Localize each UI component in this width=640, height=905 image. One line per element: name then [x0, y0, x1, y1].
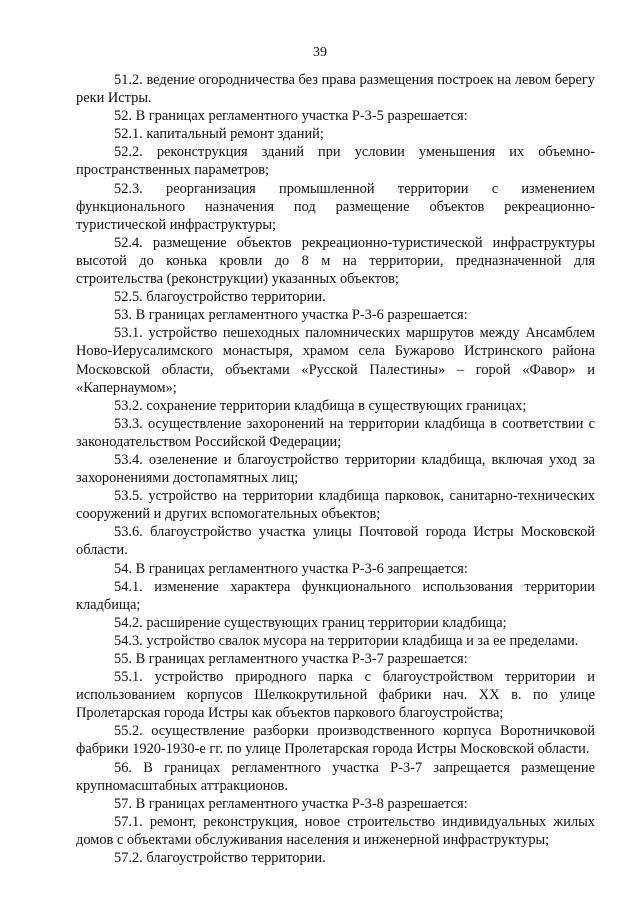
paragraph-53-2: 53.2. сохранение территории кладбища в существующих границах; — [114, 397, 527, 414]
paragraph-52-1: 52.1. капитальный ремонт зданий; — [114, 126, 324, 143]
page-number: 39 — [313, 45, 327, 60]
paragraph-55: 55. В границах регламентного участка Р-3-7 разрешается: — [114, 651, 468, 667]
paragraph-52: 52. В границах регламентного участка Р-3-5 разрешается: — [114, 108, 468, 125]
paragraph-55-2: 55.2. осуществление разборки производственного корпуса Воротничковой фабрики 1920-1930-е гг. по улице Пролетарская города Истры Московской области. — [76, 723, 595, 758]
paragraph-54-2: 54.2. расширение существующих границ территории кладбища; — [114, 614, 507, 631]
paragraph-53: 53. В границах регламентного участка Р-3-6 разрешается: — [114, 307, 468, 324]
paragraph-54-1: 54.1. изменение характера функционального использования территории кладбища; — [76, 578, 595, 613]
paragraph-52-2: 52.2. реконструкция зданий при условии уменьшения их объемно-пространственных параметров; — [76, 144, 595, 179]
paragraph-53-5: 53.5. устройство на территории кладбища парковок, санитарно-технических сооружений и других вспомогательных объектов; — [76, 488, 595, 523]
paragraph-55-1: 55.1. устройство природного парка с благоустройством территории и использованием корпусов Шелкокрутильной фабрики нач. XX в. по улице Пролетарская города Истры как объектов паркового благоустройства; — [76, 669, 595, 722]
paragraph-54: 54. В границах регламентного участка Р-3-6 запрещается: — [114, 560, 468, 577]
paragraph-52-4: 52.4. размещение объектов рекреационно-туристической инфраструктуры высотой до конька кровли до 8 м на территории, предназначенной для строительства (реконструкции) указанных объектов; — [76, 234, 595, 288]
paragraph-57-2: 57.2. благоустройство территории. — [114, 850, 326, 867]
paragraph-57: 57. В границах регламентного участка Р-3-8 разрешается: — [114, 795, 468, 812]
paragraph-53-3: 53.3. осуществление захоронений на территории кладбища в соответствии с законодательством Российской Федерации; — [76, 415, 595, 450]
paragraph-52-3: 52.3. реорганизация промышленной территории с изменением функционального назначения под размещение объектов рекреационно-туристической инфраструктуры; — [76, 180, 595, 233]
document-body — [76, 71, 595, 867]
paragraph-57-1: 57.1. ремонт, реконструкция, новое строительство индивидуальных жилых домов с объектами обслуживания населения и инженерной инфраструктуры; — [76, 813, 595, 848]
paragraph-53-1: 53.1. устройство пешеходных паломнических маршрутов между Ансамблем Ново-Иерусалимского монастыря, храмом села Бужарово Истринского района Московской области, объектами «Русской Палестины» – горой «Фавор» и «Капернаумом»; — [76, 325, 595, 396]
paragraph-53-6: 53.6. благоустройство участка улицы Почтовой города Истры Московской области. — [76, 524, 595, 559]
paragraph-51-2: 51.2. ведение огородничества без права размещения построек на левом берегу реки Истры. — [76, 72, 595, 107]
paragraph-54-3: 54.3. устройство свалок мусора на территории кладбища и за ее пределами. — [114, 632, 579, 649]
paragraph-53-4: 53.4. озеленение и благоустройство территории кладбища, включая уход за захоронениями достопамятных лиц; — [76, 451, 595, 487]
paragraph-56: 56. В границах регламентного участка Р-3-7 запрещается размещение крупномасштабных аттракционов. — [76, 759, 595, 794]
paragraph-52-5: 52.5. благоустройство территории. — [114, 289, 326, 306]
